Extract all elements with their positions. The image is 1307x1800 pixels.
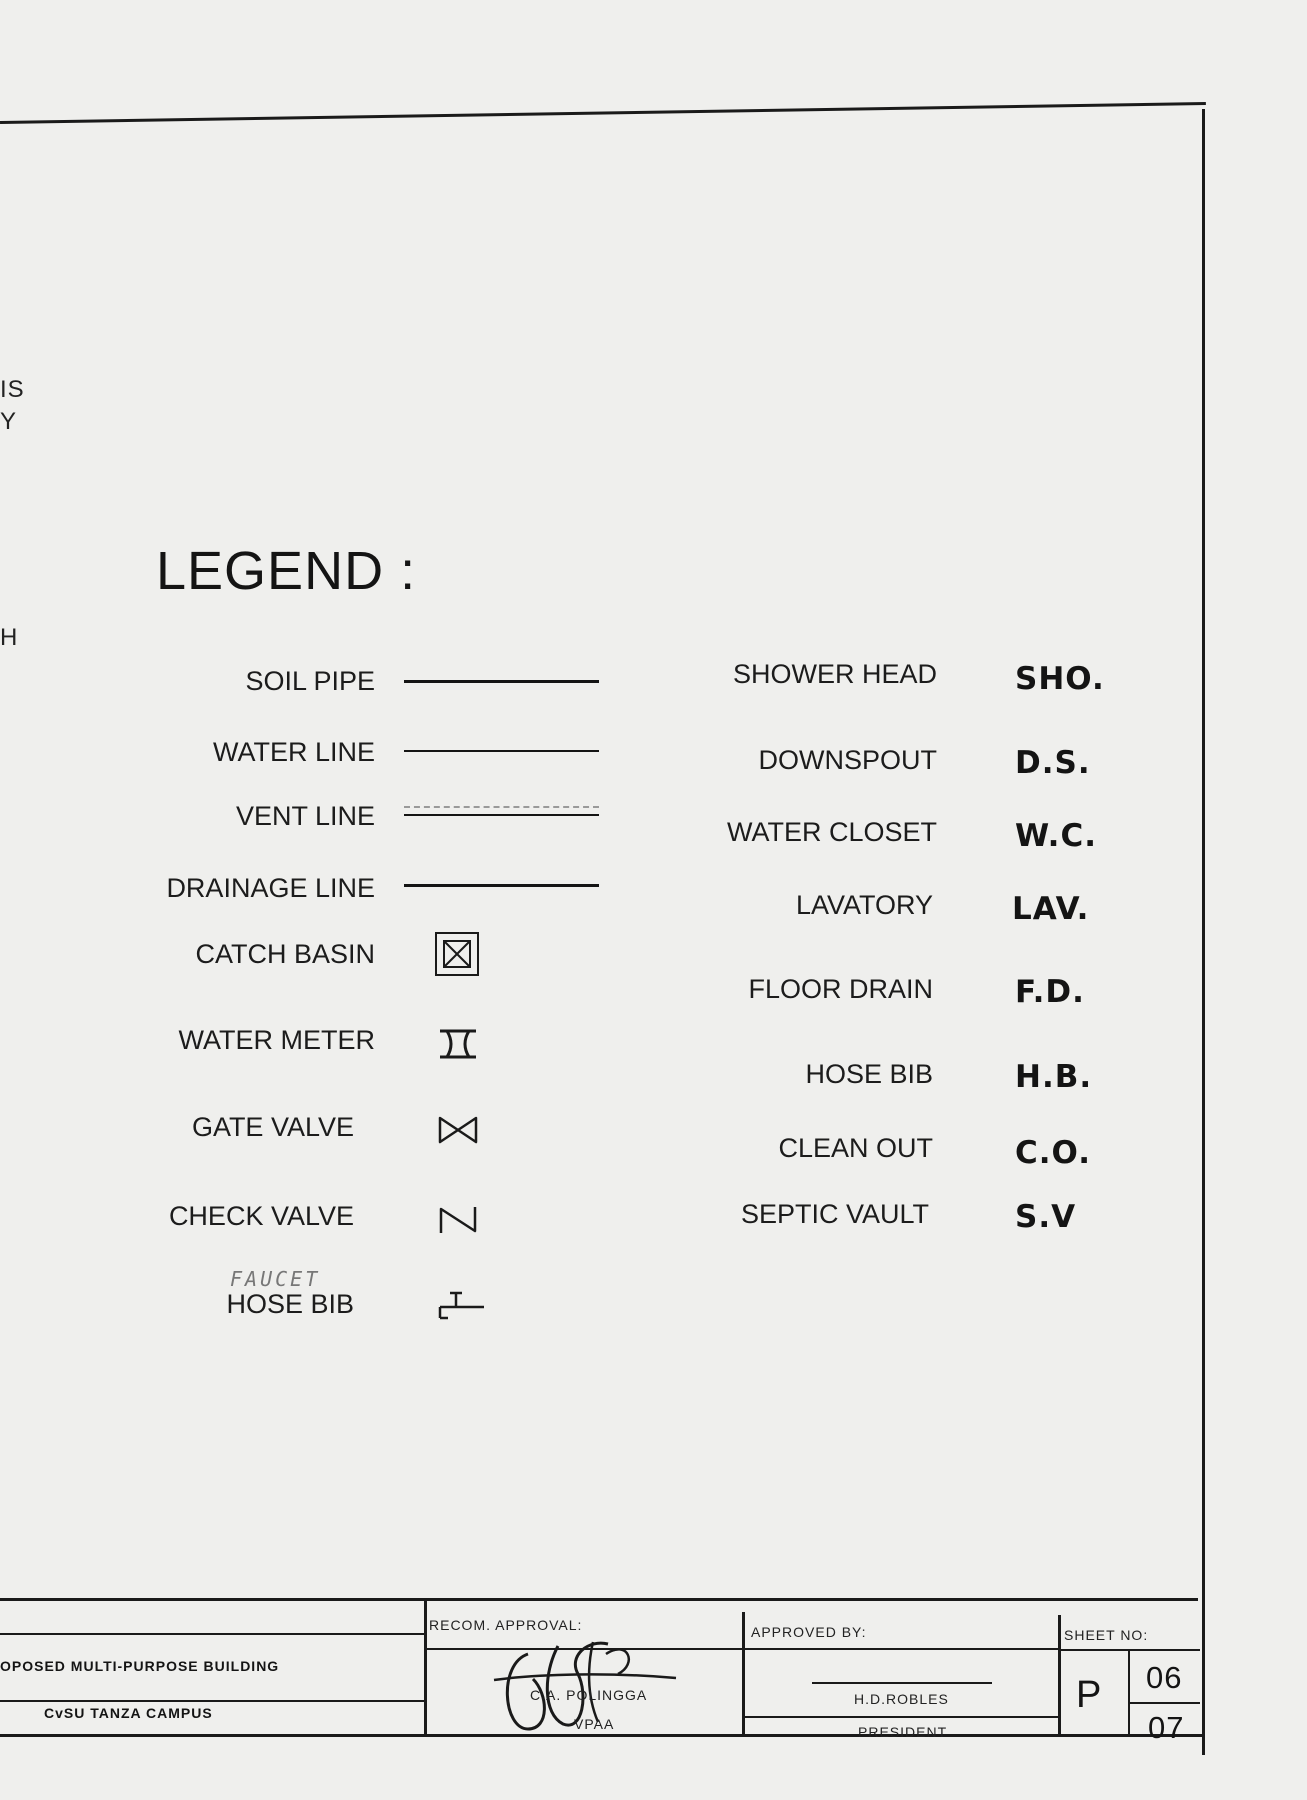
lavatory-abbr: LAV.	[1012, 891, 1090, 927]
frame-right-border	[1202, 109, 1205, 1755]
shower-head-abbr: SHO.	[1015, 661, 1105, 697]
clean-out-abbr: C.O.	[1015, 1135, 1091, 1171]
clean-out-label: CLEAN OUT	[778, 1133, 933, 1163]
water-line-label: WATER LINE	[212, 737, 375, 767]
check-valve-icon	[438, 1205, 478, 1235]
project-name: OPOSED MULTI-PURPOSE BUILDING	[0, 1658, 280, 1674]
sheet-header-line	[1060, 1649, 1200, 1651]
vent-line-line	[404, 806, 599, 816]
title-block-campus-divider	[0, 1700, 425, 1702]
approved-name: H.D.ROBLES	[854, 1691, 949, 1707]
recom-name: C.A. POLINGGA	[530, 1687, 648, 1703]
frame-top-border	[0, 102, 1206, 124]
vent-line-label: VENT LINE	[235, 801, 375, 831]
approved-header-line	[744, 1648, 1059, 1650]
drainage-line-label: DRAINAGE LINE	[166, 873, 375, 903]
campus-name: CvSU TANZA CAMPUS	[44, 1705, 213, 1721]
sheet-total: 07	[1148, 1710, 1185, 1745]
water-closet-label: WATER CLOSET	[726, 817, 937, 847]
downspout-label: DOWNSPOUT	[758, 745, 937, 775]
sheet-letter-divider	[1128, 1650, 1130, 1736]
hose-bib-abbr: H.B.	[1015, 1059, 1093, 1095]
soil-pipe-label: SOIL PIPE	[245, 666, 375, 696]
check-valve-label: CHECK VALVE	[168, 1201, 354, 1231]
hose-bib-icon	[436, 1290, 486, 1320]
recom-title: VPAA	[574, 1716, 615, 1732]
sheet-number-divider	[1128, 1702, 1200, 1704]
faucet-handwritten-note: FAUCET	[230, 1267, 321, 1291]
recom-approval-label: RECOM. APPROVAL:	[429, 1617, 583, 1633]
title-block-bottom-border	[0, 1734, 1202, 1737]
approved-title: PRESIDENT	[858, 1724, 948, 1740]
approved-by-label: APPROVED BY:	[751, 1624, 867, 1640]
gate-valve-icon	[438, 1115, 478, 1145]
approved-signature-line	[812, 1682, 992, 1684]
floor-drain-abbr: F.D.	[1015, 974, 1085, 1010]
edge-fragment-3: H	[0, 624, 19, 651]
catch-basin-label: CATCH BASIN	[195, 939, 375, 969]
edge-fragment-2: Y	[0, 408, 18, 435]
septic-vault-label: SEPTIC VAULT	[740, 1199, 929, 1229]
catch-basin-icon	[434, 931, 480, 977]
approved-name-divider	[744, 1716, 1059, 1718]
water-closet-abbr: W.C.	[1015, 818, 1097, 854]
downspout-abbr: D.S.	[1015, 745, 1091, 781]
shower-head-label: SHOWER HEAD	[732, 659, 937, 689]
hose-bib-abbr-label: HOSE BIB	[805, 1059, 933, 1089]
water-meter-label: WATER METER	[178, 1025, 375, 1055]
drainage-line-line	[404, 884, 599, 887]
sheet-letter: P	[1076, 1674, 1102, 1716]
edge-fragment-1: IS	[0, 376, 25, 403]
title-block-col-divider-1	[424, 1599, 427, 1736]
sheet-number: 06	[1146, 1660, 1183, 1695]
septic-vault-abbr: S.V	[1015, 1199, 1077, 1235]
lavatory-label: LAVATORY	[795, 890, 933, 920]
water-line-line	[404, 750, 599, 752]
soil-pipe-line	[404, 680, 599, 683]
floor-drain-label: FLOOR DRAIN	[748, 974, 933, 1004]
gate-valve-label: GATE VALVE	[191, 1112, 354, 1142]
sheet-no-label: SHEET NO:	[1064, 1627, 1149, 1643]
title-block-project-divider	[0, 1633, 425, 1635]
legend-title: LEGEND :	[156, 541, 417, 601]
hose-bib-symbol-label: HOSE BIB	[226, 1289, 354, 1319]
water-meter-icon	[438, 1028, 478, 1060]
title-block-top-border	[0, 1598, 1198, 1601]
